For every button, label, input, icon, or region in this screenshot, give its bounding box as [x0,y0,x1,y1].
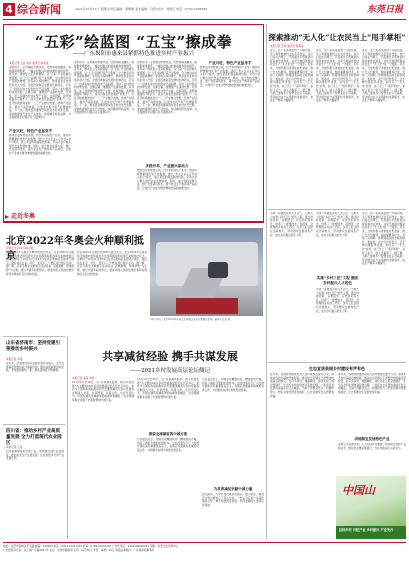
lead-body-col1: 金秋时节，走进揭阳市惠来县，田野间稻浪翻滚，果园里硕果累累，一幅乡村振兴的美丽画卷徐徐展开。近年来，惠来县立足资源禀赋，以“五彩”产业绘就发展蓝图，以“五宝”品牌打造产业集群，全力推动乡村产业提质增效，农民收入持续增长。惠来县农业农村局负责人介绍，全县因地制宜发展特色种养业，打造了一批具有地方特色的农产品品牌，带动了农村经济的快速发展。在隆江镇，猪脚饭产业蓬勃发展，从养殖、加工到餐饮形成完整产业链；在葵潭镇，菠萝种植面积不断扩大，成为当地农民致富的“金果子”。该县还积极推进农村一二三产业融合发展，延伸产业链条，提升产品附加值，让更多农民分享产业增值收益。下一步，惠来县将继续坚持农业农村优先发展，加快构建现代农业产业体系，持续擦亮特色品牌，为全面推进乡村振兴注入强劲动力。 [9,66,71,120]
coop-subheading-2: 为世界减贫贡献中国力量 [213,487,253,491]
coop-byline: 本报记者 高某 刘某 [72,377,95,380]
lead-body-col3b: 惠来县坚持规划引领，科学布局特色产业带，推动资源要素向优势产业集聚。通过“龙头企业+合作社+农户”模式，建立紧密的利益联结机制，带动小农户融入现代农业发展轨道。同时，加大科技支撑力度，推广先进适用技术，提升农业生产效率和产品质量，让特色产业成为群众增收致富的重要支柱。 [137,169,197,190]
sidebar-mid-col1: 为进一步激发乡村人才活力，当地大力实施“乡村工匠”培育工程，通过技能培训、以赛促学、评选表彰等方式，培养了一批懂技术、善经营、会管理的乡村能工巧匠。这些工匠活跃在田间地头，带动群众发展特色产业，成为乡村振兴的生力军。 [270,212,313,237]
brief-1-headline: 山东省济南市：坚持党建引领推动乡村振兴 [6,341,60,352]
footer-line-2: 广告经营许可证：东工商广字第0001号 发行：东莞市邮政局 定价：每月30元 零售：每份1.50元 本报法律顾问：广东某律师事务所 [3,549,155,553]
advertisement [336,476,406,539]
sidebar-body-col2: 近日，在广东省某县的一片稻田里，无人驾驶收割机正在有序作业，农户们站在田埂上，只需通过手机就能远程查看作业进度。这是当地探索推动农业生产“无人化”的一个缩影。近年来，当地积极引进智能农机装备，推广无人机植保、智能灌溉等技术，实现了从耕种、管理到收获的全程机械化、智能化。农户们纷纷表示，过去种田要起早贪黑，如今有了“无人化”农场，自己当上了“甩手掌柜”，省时又省力，收入还提高了。据了解，当地已建成多个智慧农业示范基地，带动周边农户采用新技术新模式，农业生产效率大幅提升。 [316,49,359,103]
winter-body-col2: 北京2022年冬奥会火种20日抵达北京，北京2022年冬奥会和冬残奥会组织委员会在首都国际机场举行火种欢迎仪式。火种将于10月21日至22日在北京奥林匹克塔进行展示，随后将在北京、延庆、张家口三个赛区进行展示活动。据了解，北京冬奥会火种展示活动将以“点燃激情、传递梦想”为主题，通过丰富多彩的形式，展现中国人民的热情好客和对奥林匹克运动的热爱。 [77,251,147,276]
footer-line-1: 地址：东莞市南城区莞太路 邮编：523000 电话：0769-22222222 传真：0769-22222223 广告许可证：4419004000001 印刷：东莞日报印务中心 [3,545,179,548]
lead-story [3,24,264,223]
brief-1-body: 近年来，济南市坚持以党建引领乡村振兴，充分发挥基层党组织战斗堡垒作用，推动各项政策落地见效，乡村面貌焕然一新，群众获得感不断增强。 [6,362,64,373]
coop-body-col3: 与会嘉宾表示，中国坚持精准扶贫、精准脱贫方略，创造了减贫治理的中国样本。这些经验对于广大发展中国家具有重要借鉴意义，各国应加强减贫领域的交流合作，共同推动实现可持续发展目标。 [202,378,264,392]
lead-byline: 本报记者 王岩 李钊 通讯员 林某某 [9,62,49,65]
coop-body-col3b: 论坛期间，与会代表还就乡村振兴、数字农业、粮食安全等议题进行了深入讨论，一致认为应进一步深化国际合作，携手构建没有贫困、共同发展的人类命运共同体。 [202,493,264,507]
sidebar-body-col3: 近日，在广东省某县的一片稻田里，无人驾驶收割机正在有序作业，农户们站在田埂上，只需通过手机就能远程查看作业进度。这是当地探索推动农业生产“无人化”的一个缩影。近年来，当地积极引进智能农机装备，推广无人机植保、智能灌溉等技术，实现了从耕种、管理到收获的全程机械化、智能化。农户们纷纷表示，过去种田要起早贪黑，如今有了“无人化”农场，自己当上了“甩手掌柜”，省时又省力，收入还提高了。据了解，当地已建成多个智慧农业示范基地，带动周边农户采用新技术新模式，农业生产效率大幅提升。 [362,49,405,103]
sidebar-mid-col2: 为进一步激发乡村人才活力，当地大力实施“乡村工匠”培育工程，通过技能培训、以赛促学、评选表彰等方式，培养了一批懂技术、善经营、会管理的乡村能工巧匠。这些工匠活跃在田间地头，带动群众发展特色产业，成为乡村振兴的生力军。 [316,212,359,237]
winter-body-col1: 北京2022年冬奥会火种20日抵达北京，北京2022年冬奥会和冬残奥会组织委员会在首都国际机场举行火种欢迎仪式。火种将于10月21日至22日在北京奥林匹克塔进行展示，随后将在北京、延庆、张家口三个赛区进行展示活动。据了解，北京冬奥会火种展示活动将以“点燃激情、传递梦想”为主题，通过丰富多彩的形式，展现中国人民的热情好客和对奥林匹克运动的热爱。 [6,251,74,276]
sidebar-mid-col3: 近日，在广东省某县的一片稻田里，无人驾驶收割机正在有序作业，农户们站在田埂上，只需通过手机就能远程查看作业进度。这是当地探索推动农业生产“无人化”的一个缩影。近年来，当地积极引进智能农机装备，推广无人机植保、智能灌溉等技术，实现了从耕种、管理到收获的全程机械化、智能化。农户们纷纷表示，过去种田要起早贪黑，如今有了“无人化”农场，自己当上了“甩手掌柜”，省时又省力，收入还提高了。据了解，当地已建成多个智慧农业示范基地，带动周边农户采用新技术新模式，农业生产效率大幅提升。 [362,212,405,266]
lead-body-col2: 金秋时节，走进揭阳市惠来县，田野间稻浪翻滚，果园里硕果累累，一幅乡村振兴的美丽画卷徐徐展开。近年来，惠来县立足资源禀赋，以“五彩”产业绘就发展蓝图，以“五宝”品牌打造产业集群，全力推动乡村产业提质增效，农民收入持续增长。惠来县农业农村局负责人介绍，全县因地制宜发展特色种养业，打造了一批具有地方特色的农产品品牌，带动了农村经济的快速发展。在隆江镇，猪脚饭产业蓬勃发展，从养殖、加工到餐饮形成完整产业链；在葵潭镇，菠萝种植面积不断扩大，成为当地农民致富的“金果子”。该县还积极推进农村一二三产业融合发展，延伸产业链条，提升产品附加值，让更多农民分享产业增值收益。下一步，惠来县将继续坚持农业农村优先发展，加快构建现代农业产业体系，持续擦亮特色品牌，为全面推进乡村振兴注入强劲动力。 [74,61,134,115]
right-lower-col2b: 各地立足资源优势，大力发展乡村旅游、休闲农业等新产业新业态，推动农文旅深度融合，为乡村振兴注入新活力。 [338,443,406,450]
dateline: 2021年10月21日 星期四 责任编辑：黄佩佩 美术编辑：许阳 校对：刘国庆 电话：0769-2288888 [75,7,208,11]
lead-subheadline: ——广东揭阳市惠来县紧抓特色推进乡村产业振兴 [72,51,194,57]
lead-col4-subheading: 产业兴旺，特色产业显身手 [208,61,252,65]
sidebar-mid-col2b: 为进一步激发乡村人才活力，当地大力实施“乡村工匠”培育工程，通过技能培训、以赛促学、评选表彰等方式，培养了一批懂技术、善经营、会管理的乡村能工巧匠。这些工匠活跃在田间地头，带动群众发展特色产业，成为乡村振兴的生力军。 [316,288,359,313]
coop-subheadline: ——2021乡村发展高层论坛侧记 [130,368,210,374]
photo-people [208,262,228,278]
section-title: 综合新闻 [17,3,61,16]
lead-body-col1b: 惠来县坚持规划引领，科学布局特色产业带，推动资源要素向优势产业集聚。通过“龙头企业+合作社+农户”模式，建立紧密的利益联结机制，带动小农户融入现代农业发展轨道。同时，加大科技支撑力度，推广先进适用技术，提升农业生产效率和产品质量，让特色产业成为群众增收致富的重要支柱。 [9,134,71,155]
right-lower-subheading: 因地制宜发展特色产业 [354,437,390,441]
lead-body-col3: 金秋时节，走进揭阳市惠来县，田野间稻浪翻滚，果园里硕果累累，一幅乡村振兴的美丽画卷徐徐展开。近年来，惠来县立足资源禀赋，以“五彩”产业绘就发展蓝图，以“五宝”品牌打造产业集群，全力推动乡村产业提质增效，农民收入持续增长。惠来县农业农村局负责人介绍，全县因地制宜发展特色种养业，打造了一批具有地方特色的农产品品牌，带动了农村经济的快速发展。在隆江镇，猪脚饭产业蓬勃发展，从养殖、加工到餐饮形成完整产业链；在葵潭镇，菠萝种植面积不断扩大，成为当地农民致富的“金果子”。该县还积极推进农村一二三产业融合发展，延伸产业链条，提升产品附加值，让更多农民分享产业增值收益。下一步，惠来县将继续坚持农业农村优先发展，加快构建现代农业产业体系，持续擦亮特色品牌，为全面推进乡村振兴注入强劲动力。 [137,61,197,115]
sidebar-divider [268,209,406,210]
column-divider [266,24,267,539]
brief-divider [3,336,65,337]
news-photo [150,228,263,316]
brief-2-body: 四川省聚焦特色优势产业，加快建设现代农业园区，推动农业全产业链发展，让农民更多分享产业发展红利。 [6,450,64,461]
lead-lower-subheading: 多措并举，产业振兴添动力 [145,164,189,168]
photo-red-carpet [176,298,238,314]
ad-footer-band [336,526,406,539]
brief-divider-2 [3,424,65,425]
sidebar-byline: 本报记者 张某 通讯员 陈某某 [270,45,304,48]
coop-subheading-1: 探索全球减贫的中国方案 [148,432,188,436]
lead-subheading: 产业兴旺，特色产业显身手 [9,129,53,133]
ad-logo: 中国山 [342,484,375,497]
page-number: 4 [3,3,15,16]
paper-logo: 东莞日报 [366,5,403,15]
section-banner [3,212,264,221]
coop-body-col2: 10月19日至20日，以“共享减贫经验、携手共谋发展”为主题的2021乡村发展高层论坛在北京举行。来自多个国家和国际组织的代表围绕减贫与乡村发展等议题深入交流，分享经验，共商合作。与会代表认为，中国在减贫领域取得的成就举世瞩目，为全球减贫事业贡献了中国智慧和中国方案。 [137,378,199,399]
coop-headline: 共享减贫经验 携手共谋发展 [102,350,238,363]
ad-slogan: 扶持乡村 兴旺产业 乡村振兴 产业先行 [339,528,394,532]
sidebar-mid-headline: 实施“乡村工匠”工程 擦亮乡村振兴人才底色 [316,276,359,285]
brief-1-byline: 本报记者 李某 [6,358,23,361]
coop-body-col2b: 与会嘉宾表示，中国坚持精准扶贫、精准脱贫方略，创造了减贫治理的中国样本。这些经验对于广大发展中国家具有重要借鉴意义，各国应加强减贫领域的交流合作，共同推动实现可持续发展目标。 [137,438,199,452]
coop-body-col1: 10月19日至20日，以“共享减贫经验、携手共谋发展”为主题的2021乡村发展高层论坛在北京举行。来自多个国家和国际组织的代表围绕减贫与乡村发展等议题深入交流，分享经验，共商合作。与会代表认为，中国在减贫领域取得的成就举世瞩目，为全球减贫事业贡献了中国智慧和中国方案。 [72,381,134,402]
sidebar-story [268,24,406,207]
banner-label: 走近冬奥 [11,213,36,220]
sidebar-headline: 探索推动“无人化”让农民当上“甩手掌柜” [268,33,406,42]
brief-column-divider [67,336,68,539]
sidebar-mid-story [268,212,406,360]
banner-rule [3,221,264,222]
lead-headline: “五彩”绘蓝图 “五宝”擦成拳 [34,33,233,51]
page-footer [3,542,406,564]
winter-headline: 北京2022年冬奥会火种顺利抵京 [6,236,144,262]
brief-2-byline: 本报记者 王某 [6,446,23,449]
photo-caption: 10月20日，北京2022年冬奥会火种抵达北京首都国际机场。新华社记者 摄 [150,318,230,321]
right-lower-col1: 近年来，各地持续推进农村人居环境整治提升行动，加快补齐农村基础设施短板，推动村庄环境从干净整洁向美丽宜居转变。在许多乡村，道路硬化、绿化亮化工程全面铺开，生活污水和垃圾得到有效治理，一座座生态宜居的美丽乡村正在崛起。当地干部群众表示，将继续努力，把家乡建设得更加美好，让农民群众生活得更加幸福。 [270,373,334,398]
lead-body-col4: 惠来县坚持规划引领，科学布局特色产业带，推动资源要素向优势产业集聚。通过“龙头企业+合作社+农户”模式，建立紧密的利益联结机制，带动小农户融入现代农业发展轨道。同时，加大科技支撑力度，推广先进适用技术，提升农业生产效率和产品质量，让特色产业成为群众增收致富的重要支柱。 [200,66,260,87]
masthead-rule [3,19,406,20]
sidebar-body-col1: 近日，在广东省某县的一片稻田里，无人驾驶收割机正在有序作业，农户们站在田埂上，只需通过手机就能远程查看作业进度。这是当地探索推动农业生产“无人化”的一个缩影。近年来，当地积极引进智能农机装备，推广无人机植保、智能灌溉等技术，实现了从耕种、管理到收获的全程机械化、智能化。农户们纷纷表示，过去种田要起早贪黑，如今有了“无人化”农场，自己当上了“甩手掌柜”，省时又省力，收入还提高了。据了解，当地已建成多个智慧农业示范基地，带动周边农户采用新技术新模式，农业生产效率大幅提升。 [270,49,313,103]
winter-byline: 新华社北京10月20日电 [6,247,34,250]
right-lower-divider [268,362,406,363]
brief-2-headline: 四川省：推动乡村产业高质量发展 全力打造现代农业园区 [6,429,62,446]
right-lower-col2: 近年来，各地持续推进农村人居环境整治提升行动，加快补齐农村基础设施短板，推动村庄环境从干净整洁向美丽宜居转变。在许多乡村，道路硬化、绿化亮化工程全面铺开，生活污水和垃圾得到有效治理，一座座生态宜居的美丽乡村正在崛起。当地干部群众表示，将继续努力，把家乡建设得更加美好，让农民群众生活得更加幸福。 [338,373,406,394]
right-lower-headline: 生态宜居美丽乡村建设有声有色 [309,366,365,371]
